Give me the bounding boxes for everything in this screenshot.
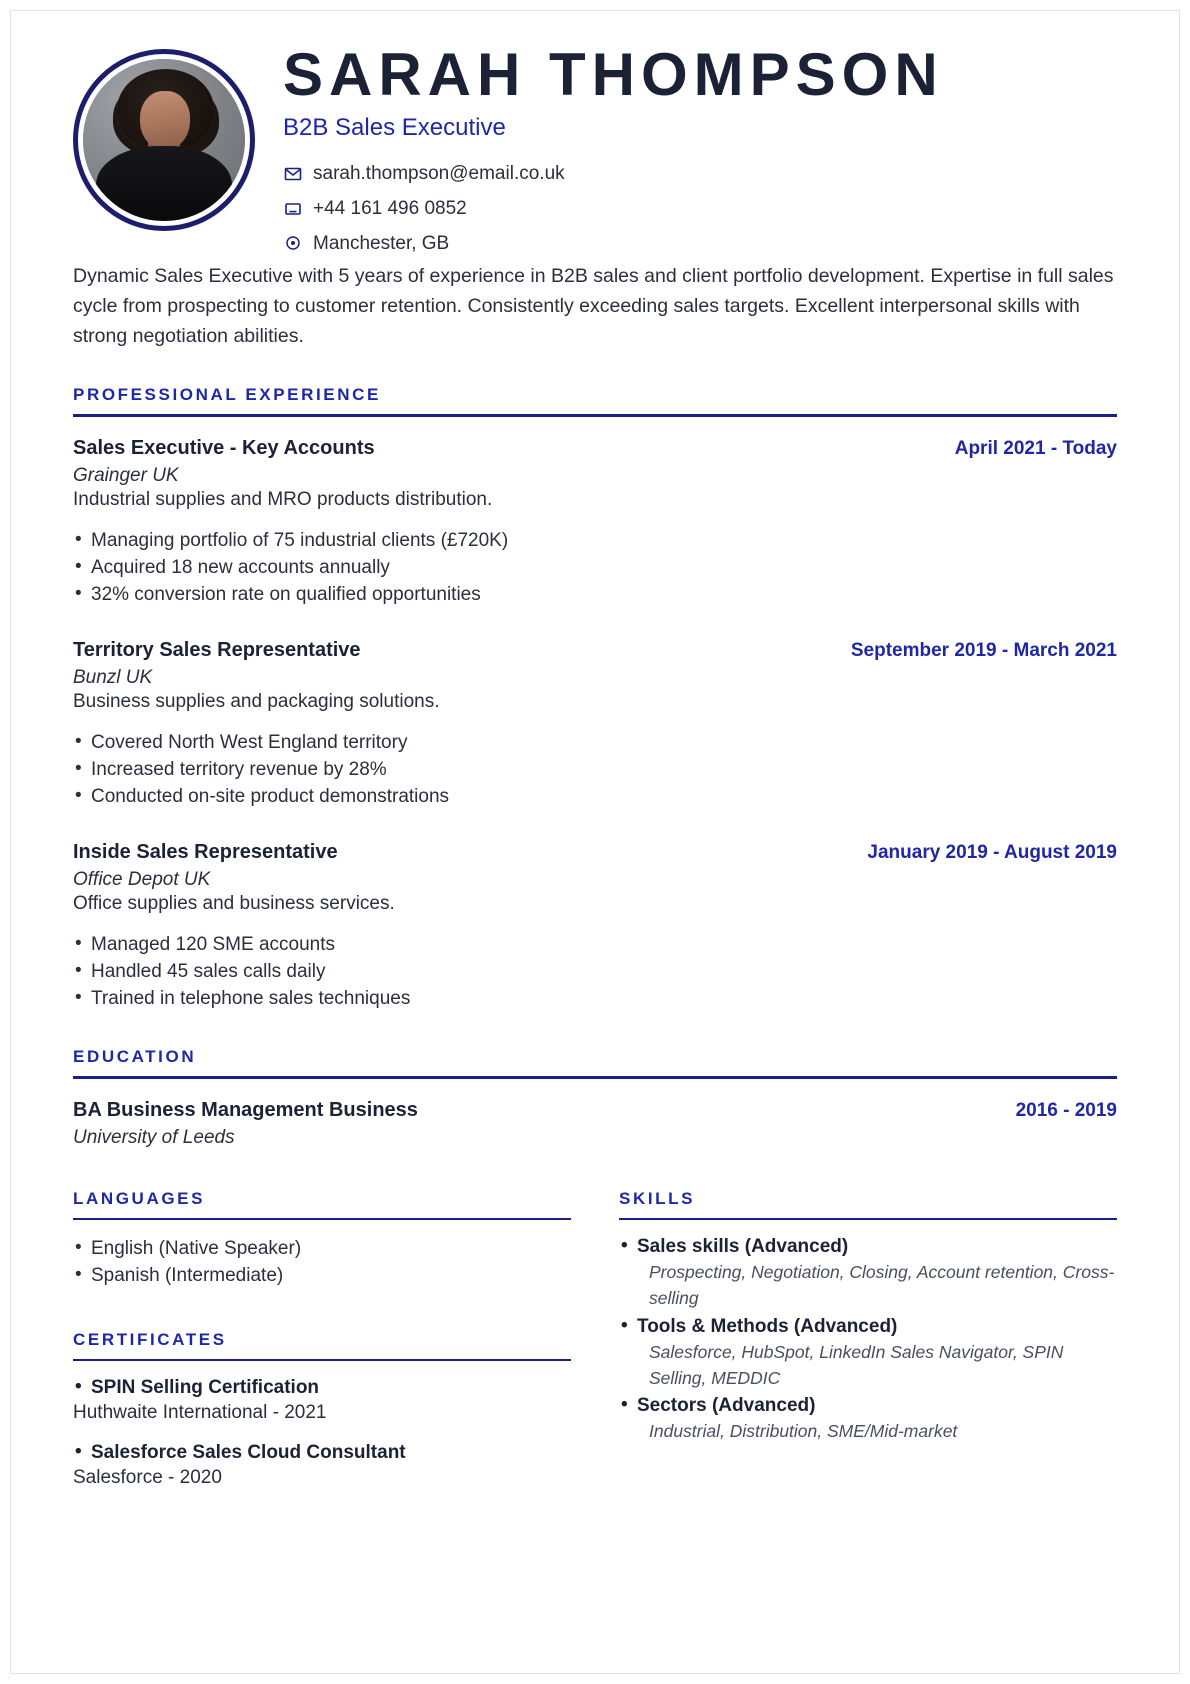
list-item: • Acquired 18 new accounts annually xyxy=(73,555,1117,582)
section-divider xyxy=(73,1076,1117,1079)
skill-item xyxy=(619,1236,1117,1312)
experience-bullets xyxy=(73,528,1117,609)
experience-date: April 2021 - Today xyxy=(954,438,1117,460)
list-item: • 32% conversion rate on qualified opportunities xyxy=(73,582,1117,609)
experience-role: Territory Sales Representative xyxy=(73,639,361,662)
section-languages xyxy=(73,1189,571,1290)
certificate-name: • Salesforce Sales Cloud Consultant xyxy=(73,1442,571,1464)
certificate-item xyxy=(73,1442,571,1489)
avatar-face xyxy=(140,91,190,149)
skill-name: • Sectors (Advanced) xyxy=(619,1395,1117,1417)
certificate-name: • SPIN Selling Certification xyxy=(73,1377,571,1399)
section-divider xyxy=(73,1218,571,1220)
certificate-meta: Salesforce - 2020 xyxy=(73,1467,222,1488)
experience-date: September 2019 - March 2021 xyxy=(850,640,1117,662)
experience-role: Inside Sales Representative xyxy=(73,841,338,864)
right-column xyxy=(619,1189,1117,1489)
education-entry-head xyxy=(73,1099,1117,1122)
experience-description: Industrial supplies and MRO products distribution. xyxy=(73,489,493,511)
skill-name: • Sales skills (Advanced) xyxy=(619,1236,1117,1258)
list-item: • Covered North West England territory xyxy=(73,730,1117,757)
skill-detail: Prospecting, Negotiation, Closing, Account retention, Cross-selling xyxy=(649,1262,1115,1309)
experience-entry xyxy=(73,639,1117,811)
experience-entry xyxy=(73,841,1117,1013)
bottom-columns xyxy=(73,1189,1117,1489)
avatar-body xyxy=(96,146,232,221)
experience-bullets xyxy=(73,730,1117,811)
skill-item xyxy=(619,1316,1117,1392)
section-title-languages: LANGUAGES xyxy=(73,1189,206,1209)
section-title-experience: PROFESSIONAL EXPERIENCE xyxy=(73,385,381,405)
skill-detail: Industrial, Distribution, SME/Mid-market xyxy=(649,1421,958,1442)
contact-location-value: Manchester, GB xyxy=(313,232,450,254)
experience-company: Grainger UK xyxy=(73,465,179,487)
avatar xyxy=(73,49,255,231)
list-item: • Managing portfolio of 75 industrial clients (£720K) xyxy=(73,528,1117,555)
section-education xyxy=(73,1047,1117,1149)
experience-description: Business supplies and packaging solutions. xyxy=(73,691,440,713)
experience-entry-head xyxy=(73,437,1117,460)
experience-description: Office supplies and business services. xyxy=(73,893,395,915)
resume-header xyxy=(73,37,1117,268)
languages-list xyxy=(73,1236,571,1290)
resume-sheet xyxy=(10,10,1180,1674)
section-skills xyxy=(619,1189,1117,1444)
section-professional-experience xyxy=(73,385,1117,1013)
section-title-certificates: CERTIFICATES xyxy=(73,1330,227,1349)
section-divider xyxy=(73,414,1117,417)
contact-location[interactable] xyxy=(283,234,1117,255)
header-text-block xyxy=(283,37,1117,268)
section-title-education: EDUCATION xyxy=(73,1047,197,1067)
contact-phone-value: +44 161 496 0852 xyxy=(313,197,467,219)
section-divider xyxy=(73,1359,571,1361)
job-title: B2B Sales Executive xyxy=(283,113,506,141)
education-degree: BA Business Management Business xyxy=(73,1099,418,1122)
list-item: • Conducted on-site product demonstrations xyxy=(73,784,1117,811)
contact-email[interactable] xyxy=(283,164,1117,185)
education-entry xyxy=(73,1099,1117,1149)
section-title-skills: SKILLS xyxy=(619,1189,696,1209)
page-title: SARAH THOMPSON xyxy=(283,41,944,108)
experience-entry xyxy=(73,437,1117,609)
experience-role: Sales Executive - Key Accounts xyxy=(73,437,375,460)
list-item: • Trained in telephone sales techniques xyxy=(73,986,1117,1013)
contact-phone[interactable] xyxy=(283,199,1117,220)
education-date: 2016 - 2019 xyxy=(1015,1100,1117,1122)
contact-list xyxy=(283,164,1117,255)
phone-icon xyxy=(283,199,303,219)
section-certificates xyxy=(73,1330,571,1489)
list-item: • Managed 120 SME accounts xyxy=(73,932,1117,959)
skill-item xyxy=(619,1395,1117,1444)
certificate-item xyxy=(73,1377,571,1424)
experience-company: Bunzl UK xyxy=(73,667,153,689)
experience-entry-head xyxy=(73,639,1117,662)
profile-summary: Dynamic Sales Executive with 5 years of experience in B2B sales and client portfolio development. Expertise in full sales cycle from prospecting to customer retention. Consistently exceeding sales targets. Excellent interpersonal skills with strong negotiation abilities. xyxy=(73,265,1114,347)
envelope-icon xyxy=(283,164,303,184)
list-item: • Spanish (Intermediate) xyxy=(73,1263,571,1290)
avatar-photo xyxy=(83,59,245,221)
skill-detail: Salesforce, HubSpot, LinkedIn Sales Navigator, SPIN Selling, MEDDIC xyxy=(649,1341,1064,1388)
left-column xyxy=(73,1189,571,1489)
education-school: University of Leeds xyxy=(73,1127,235,1149)
list-item: • English (Native Speaker) xyxy=(73,1236,571,1263)
section-divider xyxy=(619,1218,1117,1220)
experience-company: Office Depot UK xyxy=(73,869,211,891)
list-item: • Increased territory revenue by 28% xyxy=(73,757,1117,784)
experience-date: January 2019 - August 2019 xyxy=(867,842,1117,864)
location-pin-icon xyxy=(283,234,303,254)
certificate-meta: Huthwaite International - 2021 xyxy=(73,1402,327,1423)
experience-bullets xyxy=(73,932,1117,1013)
experience-entry-head xyxy=(73,841,1117,864)
skill-name: • Tools & Methods (Advanced) xyxy=(619,1316,1117,1338)
list-item: • Handled 45 sales calls daily xyxy=(73,959,1117,986)
contact-email-value: sarah.thompson@email.co.uk xyxy=(313,162,565,184)
